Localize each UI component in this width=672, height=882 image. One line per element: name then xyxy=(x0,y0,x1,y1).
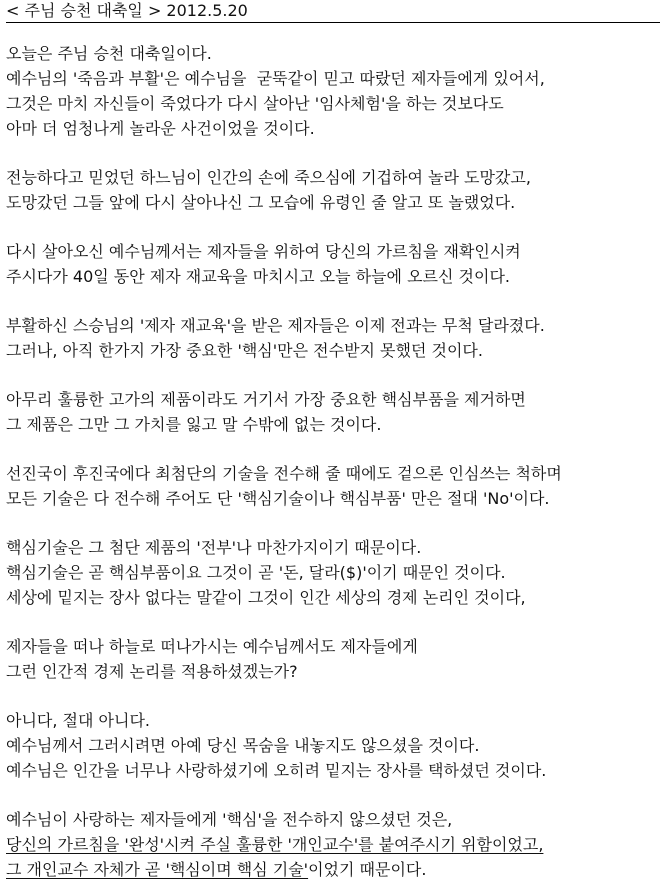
text-line: 아니다, 절대 아니다. xyxy=(6,711,150,730)
text-line: 다시 살아오신 예수님께서는 제자들을 위하여 당신의 가르침을 재확인시켜 xyxy=(6,242,521,261)
text-line: 오늘은 주님 승천 대축일이다. xyxy=(6,44,212,63)
paragraph-5 xyxy=(6,387,672,437)
text-line: 부활하신 스승님의 '제자 재교육'을 받은 제자들은 이제 전과는 무척 달라졌다. xyxy=(6,316,545,335)
paragraph-8 xyxy=(6,634,672,684)
text-line: 핵심기술은 곧 핵심부품이요 그것이 곧 '돈, 달라($)'이기 때문인 것이다. xyxy=(6,563,506,582)
paragraph-9 xyxy=(6,708,672,783)
text-line: 아마 더 엄청나게 놀라운 사건이었을 것이다. xyxy=(6,119,315,138)
text-line: 모든 기술은 다 전수해 주어도 단 '핵심기술이나 핵심부품' 만은 절대 'No'이다. xyxy=(6,489,550,508)
text-line: 선진국이 후진국에다 최첨단의 기술을 전수해 줄 때에도 겉으론 인심쓰는 척하며 xyxy=(6,464,562,483)
text-line: 전능하다고 믿었던 하느님이 인간의 손에 죽으심에 기겁하여 놀라 도망갔고, xyxy=(6,168,531,187)
text-line: 예수님은 인간을 너무나 사랑하셨기에 오히려 밑지는 장사를 택하셨던 것이다. xyxy=(6,761,547,780)
paragraph-1 xyxy=(6,41,672,141)
paragraph-4 xyxy=(6,313,672,363)
text-line: 핵심기술은 그 첨단 제품의 '전부'나 마찬가지이기 때문이다. xyxy=(6,538,422,557)
paragraph-3 xyxy=(6,239,672,289)
text-line: 주시다가 40일 동안 제자 재교육을 마치시고 오늘 하늘에 오르신 것이다. xyxy=(6,267,510,286)
text-line: 그 제품은 그만 그 가치를 잃고 말 수밖에 없는 것이다. xyxy=(6,415,382,434)
text-line: 예수님께서 그러시려면 아예 당신 목숨을 내놓지도 않으셨을 것이다. xyxy=(6,736,480,755)
underlined-text-line: 당신의 가르침을 '완성'시켜 주실 훌륭한 '개인교수'를 붙여주시기 위함이었고, xyxy=(6,835,544,854)
paragraph-6 xyxy=(6,461,672,511)
text-line: 세상에 밑지는 장사 없다는 말같이 그것이 인간 세상의 경제 논리인 것이다, xyxy=(6,588,526,607)
text-line: 도망갔던 그들 앞에 다시 살아나신 그 모습에 유령인 줄 알고 또 놀랬었다. xyxy=(6,193,516,212)
text-line: 예수님이 사랑하는 제자들에게 '핵심'을 전수하지 않으셨던 것은, xyxy=(6,810,453,829)
text-span: 이었기 때문이다. xyxy=(308,860,427,879)
text-line-mixed xyxy=(6,857,672,882)
text-line: 그런 인간적 경제 논리를 적용하셨겠는가? xyxy=(6,662,298,681)
post-title: < 주님 승천 대축일 > 2012.5.20 xyxy=(6,1,248,20)
text-line: 그러나, 아직 한가지 가장 중요한 '핵심'만은 전수받지 못했던 것이다. xyxy=(6,341,483,360)
post-header xyxy=(6,0,660,23)
text-line: 제자들을 떠나 하늘로 떠나가시는 예수님께서도 제자들에게 xyxy=(6,637,418,656)
paragraph-2 xyxy=(6,165,672,215)
text-line: 그것은 마치 자신들이 죽었다가 다시 살아난 '임사체험'을 하는 것보다도 xyxy=(6,94,504,113)
post-body xyxy=(6,41,672,882)
underlined-text: 그 개인교수 자체가 곧 '핵심이며 핵심 기술' xyxy=(6,860,309,879)
paragraph-7 xyxy=(6,535,672,610)
text-line: 아무리 훌륭한 고가의 제품이라도 거기서 가장 중요한 핵심부품을 제거하면 xyxy=(6,390,526,409)
text-line: 예수님의 '죽음과 부활'은 예수님을 굳뚝같이 믿고 따랐던 제자들에게 있어서, xyxy=(6,69,545,88)
paragraph-10 xyxy=(6,807,672,882)
